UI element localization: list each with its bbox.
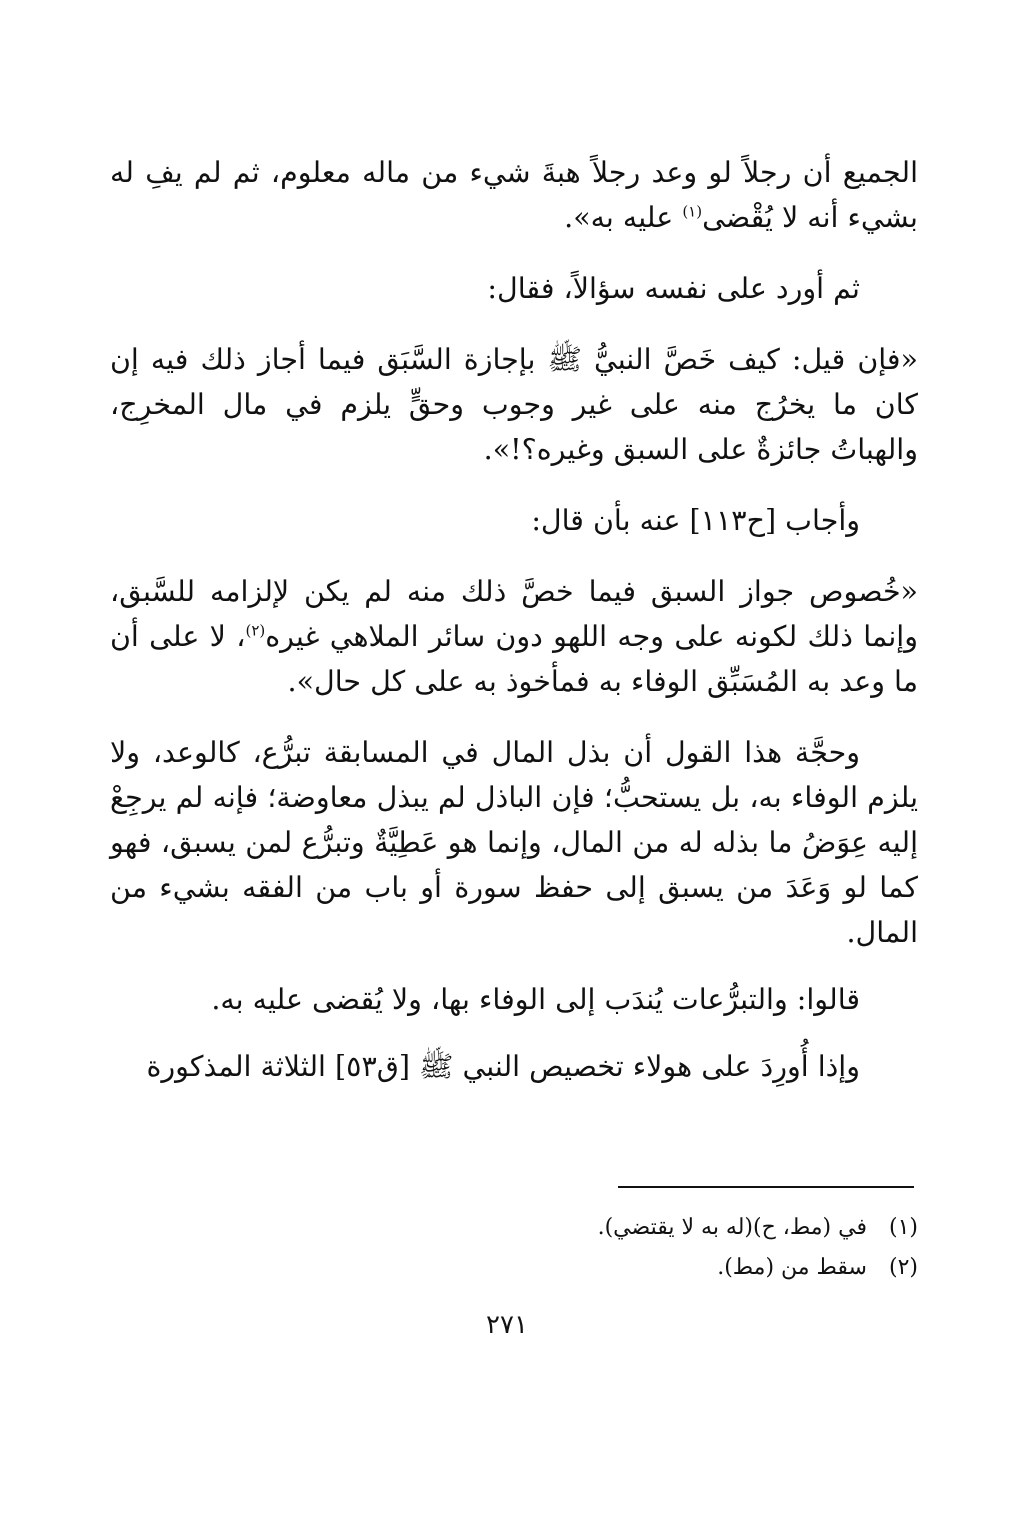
footnotes-section [218, 1208, 918, 1288]
page-number: ٢٧١ [486, 1310, 528, 1340]
paragraph-7: قالوا: والتبرُّعات يُندَب إلى الوفاء بها، ولا يُقضى عليه به. [211, 983, 860, 1016]
footnote-number: (٢) [888, 1255, 918, 1280]
paragraph-3: «فإن قيل: كيف خَصَّ النبيُّ ﷺ بإجازة السَّبَق فيما أجاز ذلك فيه إن كان ما يخرُج منه على غير وجوب وحقٍّ يلزم في مال المخرِج، والهباتُ جائزةٌ على السبق وغيره؟!». [110, 343, 918, 466]
footnote-ref-2[interactable]: (٢) [245, 621, 266, 640]
paragraph-4: وأجاب [ح١١٣] عنه بأن قال: [531, 504, 860, 537]
footnote-2 [218, 1248, 918, 1288]
paragraph-1: الجميع أن رجلاً لو وعد رجلاً هبةَ شيء من ماله معلوم، ثم لم يفِ له بشيء أنه لا يُقْضى$^{(١)}$ عليه به». [110, 156, 918, 234]
footnote-number: (١) [888, 1215, 918, 1240]
footnote-text: في (مط، ح)(له به لا يقتضي). [597, 1215, 867, 1240]
footnote-divider [618, 1186, 914, 1188]
main-text [110, 150, 918, 1089]
footnote-text: سقط من (مط). [717, 1255, 867, 1280]
paragraph-8: وإذا أُورِدَ على هولاء تخصيص النبي ﷺ [ق٥٣] الثلاثة المذكورة [146, 1050, 860, 1083]
footnote-ref-1[interactable]: (١) [682, 202, 703, 221]
paragraph-2: ثم أورد على نفسه سؤالاً، فقال: [487, 272, 860, 305]
paragraph-6: وحجَّة هذا القول أن بذل المال في المسابقة تبرُّع، كالوعد، ولا يلزم الوفاء به، بل يستحبُّ؛ فإن الباذل لم يبذل معاوضة؛ فإنه لم يرجِعْ إليه عِوَضُ ما بذله له من المال، وإنما هو عَطِيَّةٌ وتبرُّع لمن يسبق، فهو كما لو وَعَدَ من يسبق إلى حفظ سورة أو باب من الفقه بشيء من المال. [110, 736, 918, 949]
footnote-1 [218, 1208, 918, 1248]
paragraph-5: «خُصوص جواز السبق فيما خصَّ ذلك منه لم يكن لإلزامه للسَّبق، وإنما ذلك لكونه على وجه اللهو دون سائر الملاهي غيره$^{(٢)}$، لا على أن ما وعد به المُسَبِّق الوفاء به فمأخوذ به على كل حال». [110, 575, 918, 698]
